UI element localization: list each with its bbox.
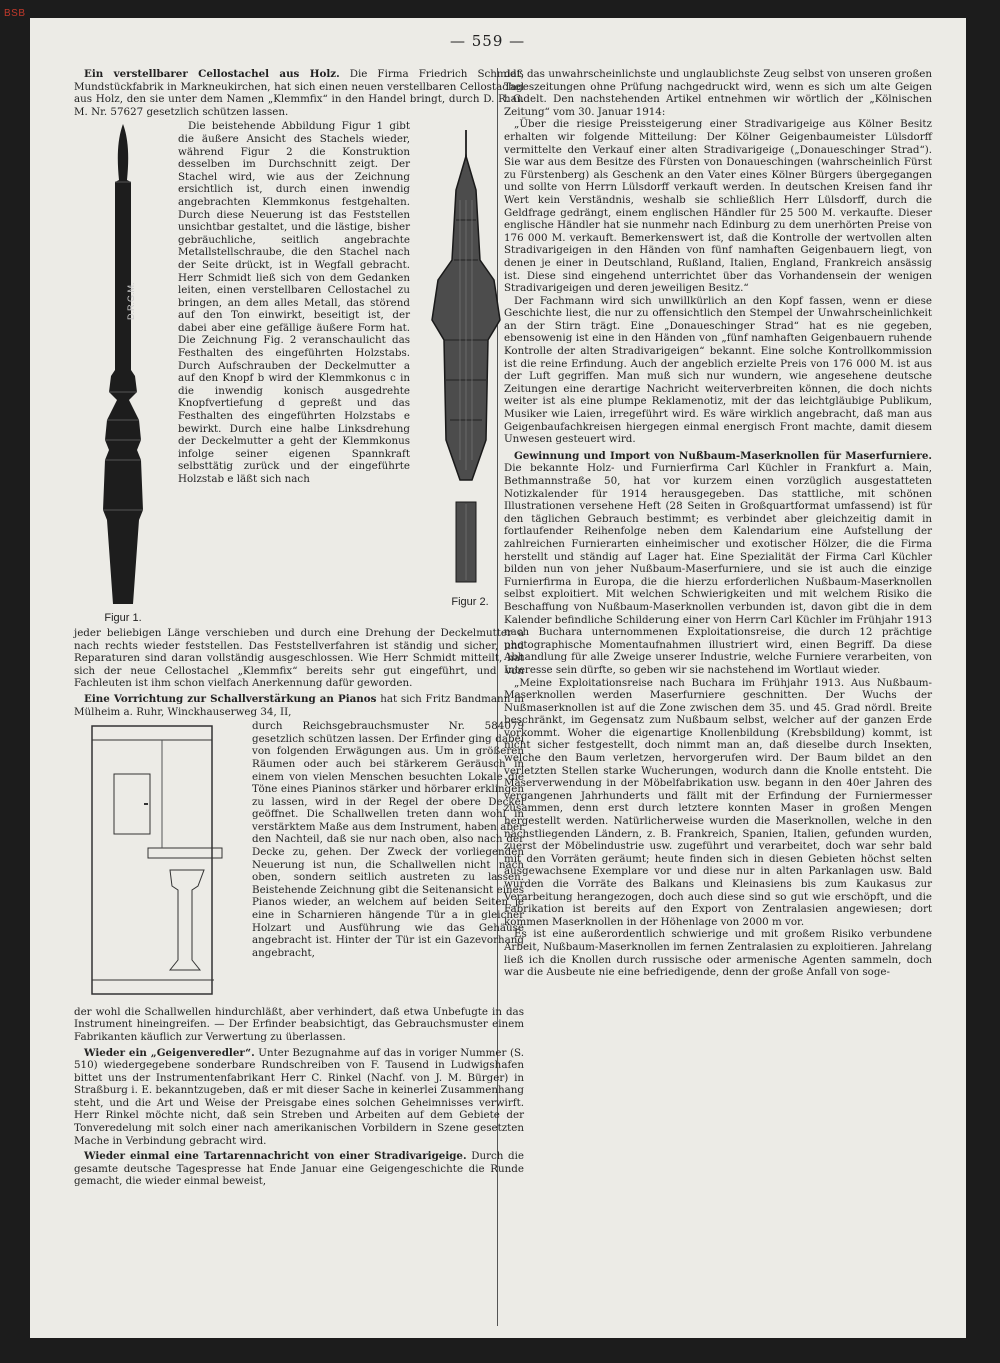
article-stradivari-quote: „Über die riesige Preissteigerung einer Stradivarigeige aus Kölner Besitz erhalten wir folgende Mitteilung: Der Kölner Geigenbaumeister Lülsdorff vermittelte den Verkauf einer alten Stradivarigeige („Donaueschinger Strad“). Sie war aus dem Besitze des Fürsten von Donaueschingen (wahrscheinlich Fürst zu Fürstenberg) als Geschenk an den Vater eines Kölner Bürgers übergegangen und sollte von Herrn Lülsdorff verkauft werden. In deutschen Kreisen fand ihr Wert kein Verständnis, weshalb sie schließlich Herr Lülsdorff, durch die Geldfrage gedrängt, einem englischen Händler für 25 500 M. verkaufte. Dieser englische Händler hat sie nunmehr nach Edinburg zu dem unerhörten Preise von 176 000 M. verkauft. Bemerkenswert ist, daß die Kontrolle der wertvollen alten Stradivarigeigen in den Händen von fünf namhaften Geigenbauern liegt, von denen je einer in Deutschland, Rußland, Italien, England, Frankreich ansässig ist. Diese sind eingehend unterrichtet über das Vorhandensein der wenigen Stradivarigeigen und deren jeweiligen Besitz.“: [504, 118, 932, 295]
article-geigenveredler-text: Unter Bezugnahme auf das in voriger Nummer (S. 510) wiedergegebene sonderbare Rundschreiben von F. Tausend in Ludwigshafen bittet uns der Instrumentenfabrikant Herr C. Rinkel (Nachf. von J. M. Bürger) in Straßburg i. E. bekanntzugeben, daß er mit dieser Sache in keinerlei Zusammenhang steht, und die Art und Weise der Preisgabe eines solchen Geheimnisses verwirft. Herr Rinkel möchte nicht, daß sein Streben und Arbeiten auf dem Gebiete der Tonveredelung mit solch einer nach amerikanischen Vorbildern in Szene gesetzten Mache in Verbindung gebracht wird.: [74, 1046, 524, 1147]
article-cello-text-1: Die Firma Friedrich Schmidt, Mundstückfabrik in Markneukirchen, hat sich einen neuen verstellbaren Cellostachel aus Holz, den sie unter dem Namen „Klemmfix“ in den Handel bringt, durch D. R. G. M. Nr. 57627 gesetzlich schützen lassen.: [74, 68, 524, 118]
article-masernut-text-1: Die bekannte Holz- und Furnierfirma Carl Küchler in Frankfurt a. Main, Bethmannstraße 50, hat vor kurzem einen vorzüglich ausgestatteten Notizkalender für 1914 herausgegeben. Das stattliche, mit schönen Illustrationen versehene Heft (28 Seiten in Großquartformat umfassend) ist für den täglichen Gebrauch bestimmt; es verbindet aber gleichzeitig damit in fortlaufender Reihenfolge neben dem Kalendarium eine Aufstellung der zahlreichen Furnierarten einheimischer und exotischer Hölzer, die die Firma herstellt und ständig auf Lager hat. Eine Spezialität der Firma Carl Küchler bilden nun von jeher Nußbaum-Maserfurniere, und sie ist auch die einzige Furnierfirma in Europa, die die hierzu erforderlichen Nußbaum-Maserknollen selbst exploitiert. Mit welchen Schwierigkeiten und mit welchem Risiko die Beschaffung von Nußbaum-Maserknollen verbunden ist, davon gibt die in dem Kalender befindliche Schilderung einer von Herrn Carl Küchler im Frühjahr 1913 nach Buchara unternommenen Exploitationsreise, die durch 12 prächtige photographische Momentaufnahmen illustriert wird, einen Begriff. Da diese Abhandlung für alle Zweige unserer Industrie, welche Furniere verarbeiten, von Interesse sein dürfte, so geben wir sie nachstehend im Wortlaut wieder.: [504, 462, 932, 676]
article-geigenveredler-heading: Wieder ein „Geigenveredler“.: [84, 1046, 255, 1059]
article-piano-text-beside: [252, 720, 524, 1004]
right-column: [504, 68, 932, 979]
left-column: [74, 68, 524, 1188]
article-piano-text-1: hat sich Fritz Bandmann in Mülheim a. Ruhr, Winckhauserweg 34, II,: [74, 692, 524, 718]
library-watermark: BSB: [4, 8, 26, 19]
article-cello-heading: Ein verstellbarer Cellostachel aus Holz.: [84, 68, 340, 80]
article-piano-intro: [74, 693, 524, 718]
article-stradivari-commentary: Der Fachmann wird sich unwillkürlich an den Kopf fassen, wenn er diese Geschichte liest, die nur zu offensichtlich den Stempel der Unwahrscheinlichkeit an der Stirn trägt. Eine „Donaueschinger Strad“ hat es nie gegeben, ebensowenig ist eine in den Händen von „fünf namhaften Geigenbauern ruhende Kontrolle der alten Stradivarigeigen“ bekannt. Eine solche Kontrollkommission ist die reine Erfindung. Auch der angeblich erzielte Preis von 176 000 M. ist aus der Luft gegriffen. Man muß sich nur wundern, wie angesehene deutsche Zeitungen eine derartige Nachricht weiterverbreiten können, die doch nichts weiter ist als eine plumpe Reklamenotiz, mit der das leichtgläubige Publikum, Musiker wie Laien, irregeführt wird. Es wäre wirklich angebracht, daß man aus Geigenbaufachkreisen hiergegen einmal energisch Front machte, damit diesem Unwesen gesteuert wird.: [504, 294, 932, 446]
article-masernut: [504, 450, 932, 677]
page-sheet: [30, 18, 966, 1338]
article-stradivari-heading: Wieder einmal eine Tartarennachricht von einer Stradivarigeige.: [84, 1150, 467, 1163]
figure-1-caption: Figur 1.: [104, 612, 142, 625]
piano-figure-row: [74, 720, 524, 1004]
piano-figure: [74, 720, 244, 1004]
article-piano-heading: Eine Vorrichtung zur Schallverstärkung an Pianos: [84, 692, 377, 705]
article-stradivari-start: [74, 1150, 524, 1188]
article-cello-text-3: jeder beliebigen Länge verschieben und durch eine Drehung der Deckelmutter a nach rechts wieder feststellen. Das Feststellverfahren ist ständig und sicher, und Reparaturen sind daran vollständig ausgeschlossen. Wie Herr Schmidt mitteilt, hat sich der neue Cellostachel „Klemmfix“ bereits sehr gut eingeführt, und von Fachleuten ist ihm schon vielfach Anerkennung dafür geworden.: [74, 626, 524, 690]
page-number: — 559 —: [450, 32, 526, 50]
article-cello-text-2: Die beistehende Abbildung Figur 1 gibt die äußere Ansicht des Stachels wieder, während Figur 2 die Konstruktion desselben im Durchschnitt zeigt. Der Stachel wird, wie aus der Zeichnung ersichtlich ist, durch einen inwendig angebrachten Klemmkonus festgehalten. Durch diese Neuerung ist das Feststellen unsichtbar gestaltet, und die lästige, bisher gebräuchliche, seitlich angebrachte Metallstellschraube, die den Stachel nach der Seite drückt, ist in Wegfall gebracht. Herr Schmidt ließ sich von dem Gedanken leiten, einen verstellbaren Cellostachel zu bringen, an dem alles Metall, das störend auf den Ton einwirkt, beseitigt ist, der dabei aber eine gefällige äußere Form hat. Die Zeichnung Fig. 2 veranschaulicht das Festhalten des eingeführten Holzstabs. Durch Aufschrauben der Deckelmutter a auf den Knopf b wird der Klemmkonus c in die inwendig konisch ausgedrehte Knopfvertiefung d gepreßt und das Festhalten des eingeführten Holzstabs e bewirkt. Durch eine halbe Linksdrehung der Deckelmutter a geht der Klemmkonus infolge seiner eigenen Spannkraft selbsttätig zurück und der eingeführte Holzstab e läßt sich nach: [178, 120, 410, 485]
article-stradivari-text-2: daß das unwahrscheinlichste und unglaublichste Zeug selbst von unseren großen Tageszeitungen ohne Prüfung nachgedruckt wird, wenn es sich um alte Geigen handelt. Den nachstehenden Artikel entnehmen wir wörtlich der „Kölnischen Zeitung“ vom 30. Januar 1914:: [504, 68, 932, 118]
cello-figures-row: [74, 120, 524, 625]
article-stradivari-text-1: Durch die gesamte deutsche Tagespresse hat Ende Januar eine Geigengeschichte die Runde gemacht, die wieder einmal beweist,: [74, 1150, 525, 1188]
fig1-stamp: D.R.G.M.: [126, 282, 136, 321]
article-cello-intro: [74, 68, 524, 118]
cello-endpin-illustration: [93, 120, 153, 610]
figure-2-caption: Figur 2.: [451, 596, 489, 609]
article-masernut-heading: Gewinnung und Import von Nußbaum-Maserknollen für Maserfurniere.: [514, 449, 932, 462]
article-masernut-quote: „Meine Exploitationsreise nach Buchara im Frühjahr 1913. Aus Nußbaum-Maserknollen werden Maserfurniere geschnitten. Der Wuchs der Nußmaserknollen ist auf die Zone zwischen dem 35. und 45. Grad nördl. Breite beschränkt, im Gegensatz zum Nußbaum selbst, welcher auf der ganzen Erde vorkommt. Woher die eigenartige Knollenbildung (Krebsbildung) kommt, ist nicht sicher festgestellt, doch nimmt man an, daß dieselbe durch Insekten, welche den Baum verletzen, hervorgerufen wird. Der Baum bildet an den verletzten Stellen starke Wucherungen, wodurch dann die Knolle entsteht. Die Maserverwendung in der Möbelfabrikation usw. begann in den 40er Jahren des vergangenen Jahrhunderts und fällt mit der Erfindung der Furniermesser zusammen, denn erst durch letztere konnten Maser in großen Mengen hergestellt werden. Natürlicherweise wurden die Maserknollen, welche in den nächstliegenden Ländern, z. B. Frankreich, Spanien, Italien, gefunden wurden, zuerst der Möbelindustrie usw. zugeführt und verarbeitet, doch war sehr bald mit den Vorräten geräumt; heute finden sich in diesen Gebieten höchst selten ausgewachsene Exemplare vor und diese nur in alten Parkanlagen usw. Bald wurden die Vorräte des Balkans und Kleinasiens bis zum Kaukasus zur Verarbeitung herangezogen, doch auch diese sind so gut wie erschöpft, und die Fabrikation ist bereits auf den Export von Zentralasien angewiesen; dort kommen Maserknollen in der Höhenlage von 2000 m vor.: [504, 676, 932, 928]
article-cello-text-beside: [178, 120, 410, 625]
article-piano-text-3: der wohl die Schallwellen hindurchläßt, aber verhindert, daß etwa Unbefugte in das Instrument hineingreifen. — Der Erfinder beabsichtigt, das Gebrauchsmuster einem Fabrikanten käuflich zur Verwertung zu überlassen.: [74, 1005, 524, 1043]
figure-1: [74, 120, 172, 625]
piano-side-view-illustration: [74, 720, 244, 1000]
article-geigenveredler: [74, 1047, 524, 1148]
article-masernut-text-2: Es ist eine außerordentlich schwierige und mit großem Risiko verbundene Arbeit, Nußbaum-Maserknollen im fernen Zentralasien zu exploitieren. Jahrelang ließ ich die Knollen durch russische oder armenische Agenten sammeln, doch war die Ausbeute nie eine befriedigende, denn der große Anfall von soge-: [504, 928, 932, 979]
article-piano-text-2: durch Reichsgebrauchsmuster Nr. 584079 gesetzlich schützen lassen. Der Erfinder ging dabei von folgenden Erwägungen aus. Um in größeren Räumen oder auch bei stärkerem Geräusch in einem von vielen Menschen besuchten Lokale die Töne eines Pianinos stärker und hörbarer erklingen zu lassen, wird in der Regel der obere Deckel geöffnet. Die Schallwellen treten dann wohl in verstärktem Maße aus dem Instrument, haben aber den Nachteil, daß sie nur nach oben, also nach der Decke zu, gehen. Der Zweck der vorliegenden Neuerung ist nun, die Schallwellen nicht nach oben, sondern seitlich austreten zu lassen. Beistehende Zeichnung gibt die Seitenansicht eines Pianos wieder, an welchem auf beiden Seiten je eine in Scharnieren hängende Tür a in gleicher Holzart und Ausführung wie das Gehäuse angebracht ist. Hinter der Tür ist ein Gazevorhang angebracht,: [252, 720, 524, 959]
